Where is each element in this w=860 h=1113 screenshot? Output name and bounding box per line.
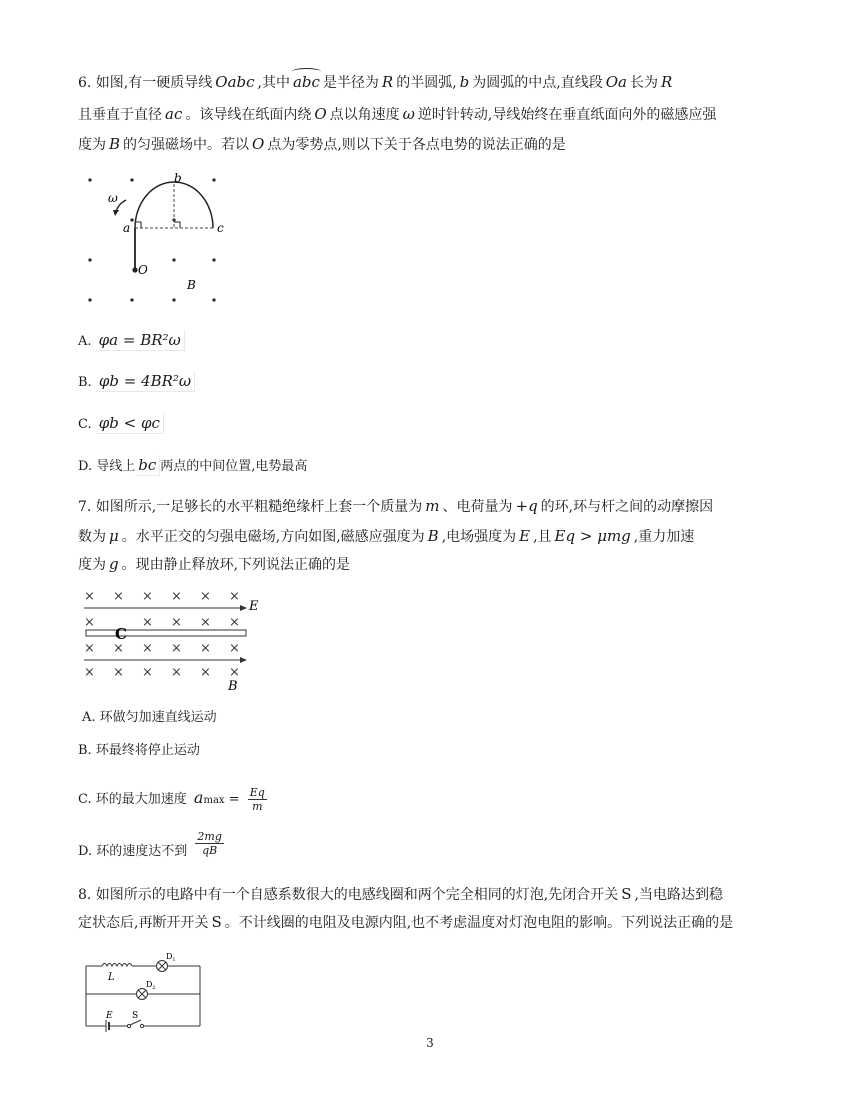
q7-stem-line-2: 数为 μ 。水平正交的匀强电磁场,方向如图,磁感应强度为 B ,电场强度为 E ,且 Eq > μmg ,重力加速 [78,527,695,545]
q8-circuit-figure [82,948,207,1032]
svg-text:×: × [142,641,153,656]
q6-stem-line-2: 且垂直于直径 ac 。该导线在纸面内绕 O 点以角速度 ω 逆时针转动,导线始终在垂直纸面向外的磁感应强 [78,105,717,123]
svg-text:×: × [229,615,240,630]
svg-text:×: × [84,665,95,680]
svg-text:×: × [200,589,211,604]
svg-text:×: × [142,589,153,604]
q6-option-b[interactable]: B. φb = 4BR²ω [78,371,195,393]
ring-label: C [115,625,127,643]
svg-text:×: × [200,641,211,656]
q7-stem-line-3: 度为 g 。现由静止释放环,下列说法正确的是 [78,555,351,573]
q7-figure [80,586,270,696]
svg-text:×: × [113,641,124,656]
svg-text:×: × [142,665,153,680]
q7-option-b[interactable]: B. 环最终将停止运动 [78,743,200,758]
q7-option-a[interactable]: A. 环做匀加速直线运动 [82,710,217,725]
label-omega: ω [108,191,118,205]
q6-stem-line-3: 度为 B 的匀强磁场中。若以 O 点为零势点,则以下关于各点电势的说法正确的是 [78,135,566,153]
label-O: O [138,263,148,277]
q7-option-d[interactable]: D. 环的速度达不到 $\frac{2mg}{qB}$ [78,830,222,859]
q7-option-c[interactable]: C. 环的最大加速度 amax = $\frac{Eq}{m}$ [78,786,265,813]
svg-text:×: × [171,641,182,656]
svg-text:×: × [200,665,211,680]
svg-text:×: × [229,589,240,604]
q6-stem-line-1: 6. 如图,有一硬质导线 Oabc ,其中 abc 是半径为 R 的半圆弧, b 为圆弧的中点,直线段 Oa 长为 R [78,72,675,93]
label-D1: $D_1$ [166,952,176,963]
label-c: c [217,221,224,235]
label-L: L [108,972,115,983]
svg-text:×: × [171,665,182,680]
svg-text:×: × [84,641,95,656]
svg-text:×: × [229,665,240,680]
svg-text:×: × [171,589,182,604]
label-a: a [123,221,131,235]
q7-stem-line-1: 7. 如图所示,一足够长的水平粗糙绝缘杆上套一个质量为 m 、电荷量为 +q 的环,环与杆之间的动摩擦因 [78,497,714,515]
fraction-eq-over-m: $\frac{Eq}{m}$ [249,786,265,813]
q6-option-d[interactable]: D. 导线上 bc 两点的中间位置,电势最高 [78,456,308,474]
q6-figure [80,166,230,306]
svg-text:×: × [229,641,240,656]
svg-text:×: × [113,665,124,680]
svg-text:×: × [171,615,182,630]
page-number: 3 [426,1036,434,1050]
fraction-2mg-over-qb: $\frac{2mg}{qB}$ [197,830,222,857]
q6-option-a[interactable]: A. φa = BR²ω [78,330,185,352]
svg-text:×: × [113,589,124,604]
label-B-field: B [187,278,196,292]
label-D2: $D_2$ [146,980,156,991]
label-S: S [132,1011,139,1021]
label-B-field: B [228,679,238,694]
svg-text:×: × [142,615,153,630]
label-E-field: E [249,599,259,614]
q8-stem-line-2: 定状态后,再断开开关 S 。不计线圈的电阻及电源内阻,也不考虑温度对灯泡电阻的影响。下列说法正确的是 [78,913,734,931]
q6-option-c[interactable]: C. φb < φc [78,413,164,435]
svg-text:×: × [84,589,95,604]
q8-stem-line-1: 8. 如图所示的电路中有一个自感系数很大的电感线圈和两个完全相同的灯泡,先闭合开关 S ,当电路达到稳 [78,885,723,903]
label-b: b [174,171,182,185]
svg-text:×: × [84,615,95,630]
label-E: E [106,1011,113,1021]
arc-abc: abc [290,72,323,92]
svg-text:×: × [200,615,211,630]
